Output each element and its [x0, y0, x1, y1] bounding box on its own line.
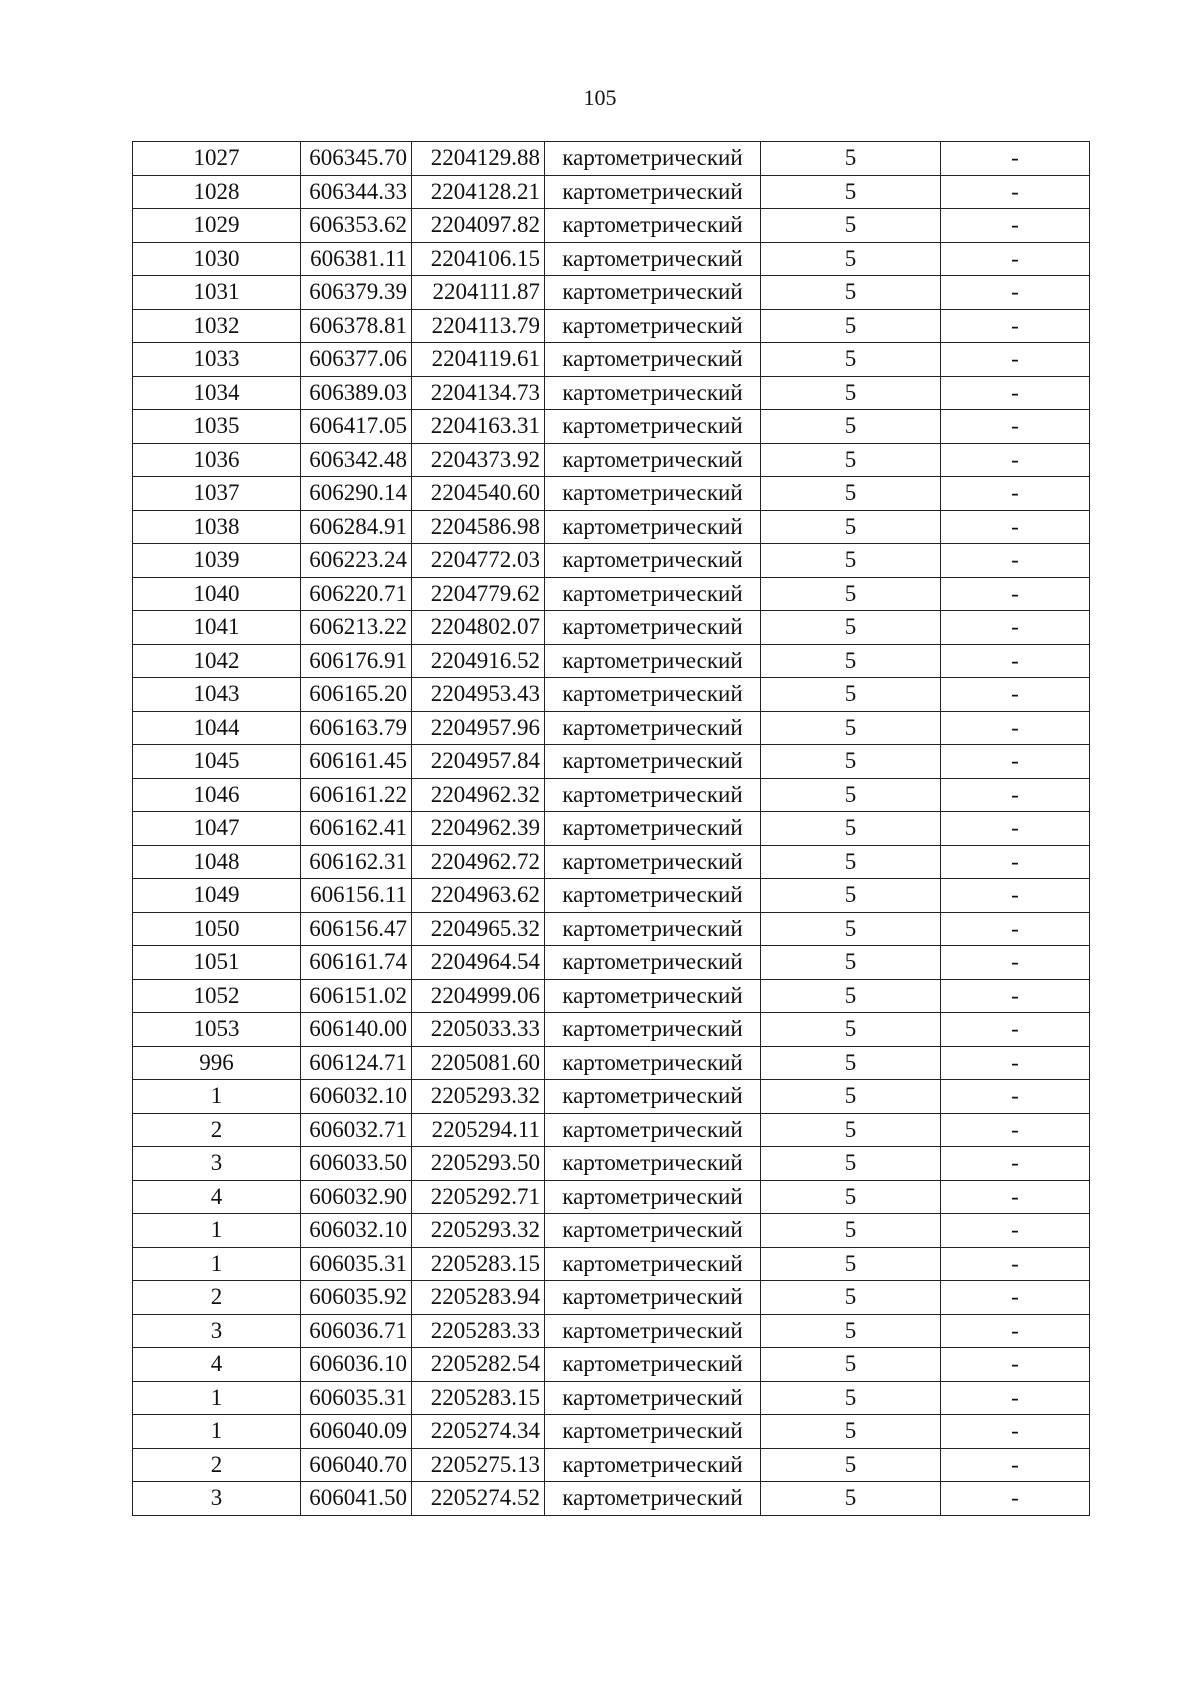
accuracy-cell: 5: [761, 510, 941, 544]
table-row: [133, 879, 1090, 913]
method-cell: картометрический: [545, 912, 761, 946]
table-row: [133, 175, 1090, 209]
x-coordinate-cell: 606353.62: [301, 209, 412, 243]
x-coordinate-cell: 606161.22: [301, 778, 412, 812]
y-coordinate-cell: 2204779.62: [412, 577, 545, 611]
note-cell: -: [941, 812, 1090, 846]
accuracy-cell: 5: [761, 1482, 941, 1516]
table-row: [133, 711, 1090, 745]
table-row: [133, 678, 1090, 712]
note-cell: -: [941, 242, 1090, 276]
point-number-cell: 1043: [133, 678, 301, 712]
note-cell: -: [941, 1381, 1090, 1415]
method-cell: картометрический: [545, 1281, 761, 1315]
y-coordinate-cell: 2204113.79: [412, 309, 545, 343]
x-coordinate-cell: 606162.31: [301, 845, 412, 879]
method-cell: картометрический: [545, 1448, 761, 1482]
x-coordinate-cell: 606040.09: [301, 1415, 412, 1449]
x-coordinate-cell: 606220.71: [301, 577, 412, 611]
note-cell: -: [941, 979, 1090, 1013]
y-coordinate-cell: 2204129.88: [412, 142, 545, 176]
method-cell: картометрический: [545, 1247, 761, 1281]
accuracy-cell: 5: [761, 544, 941, 578]
point-number-cell: 1031: [133, 276, 301, 310]
point-number-cell: 1: [133, 1247, 301, 1281]
method-cell: картометрический: [545, 1180, 761, 1214]
note-cell: -: [941, 1281, 1090, 1315]
point-number-cell: 1: [133, 1415, 301, 1449]
method-cell: картометрический: [545, 1080, 761, 1114]
method-cell: картометрический: [545, 778, 761, 812]
point-number-cell: 1038: [133, 510, 301, 544]
note-cell: -: [941, 1314, 1090, 1348]
method-cell: картометрический: [545, 1348, 761, 1382]
method-cell: картометрический: [545, 477, 761, 511]
table-row: [133, 745, 1090, 779]
table-row: [133, 1482, 1090, 1516]
method-cell: картометрический: [545, 577, 761, 611]
point-number-cell: 1034: [133, 376, 301, 410]
point-number-cell: 1: [133, 1214, 301, 1248]
y-coordinate-cell: 2204963.62: [412, 879, 545, 913]
point-number-cell: 1048: [133, 845, 301, 879]
accuracy-cell: 5: [761, 142, 941, 176]
method-cell: картометрический: [545, 242, 761, 276]
x-coordinate-cell: 606176.91: [301, 644, 412, 678]
point-number-cell: 1042: [133, 644, 301, 678]
y-coordinate-cell: 2204916.52: [412, 644, 545, 678]
point-number-cell: 2: [133, 1113, 301, 1147]
accuracy-cell: 5: [761, 1448, 941, 1482]
x-coordinate-cell: 606417.05: [301, 410, 412, 444]
accuracy-cell: 5: [761, 1314, 941, 1348]
coordinates-table-body: [133, 142, 1090, 1516]
point-number-cell: 1049: [133, 879, 301, 913]
table-row: [133, 1247, 1090, 1281]
accuracy-cell: 5: [761, 1348, 941, 1382]
table-row: [133, 1180, 1090, 1214]
note-cell: -: [941, 510, 1090, 544]
method-cell: картометрический: [545, 845, 761, 879]
y-coordinate-cell: 2204163.31: [412, 410, 545, 444]
table-row: [133, 1147, 1090, 1181]
table-row: [133, 242, 1090, 276]
y-coordinate-cell: 2204540.60: [412, 477, 545, 511]
accuracy-cell: 5: [761, 845, 941, 879]
note-cell: -: [941, 644, 1090, 678]
method-cell: картометрический: [545, 946, 761, 980]
accuracy-cell: 5: [761, 979, 941, 1013]
table-row: [133, 443, 1090, 477]
y-coordinate-cell: 2205283.94: [412, 1281, 545, 1315]
method-cell: картометрический: [545, 1482, 761, 1516]
table-row: [133, 1381, 1090, 1415]
point-number-cell: 1030: [133, 242, 301, 276]
note-cell: -: [941, 778, 1090, 812]
table-row: [133, 1314, 1090, 1348]
x-coordinate-cell: 606381.11: [301, 242, 412, 276]
accuracy-cell: 5: [761, 912, 941, 946]
note-cell: -: [941, 1147, 1090, 1181]
x-coordinate-cell: 606162.41: [301, 812, 412, 846]
y-coordinate-cell: 2204111.87: [412, 276, 545, 310]
method-cell: картометрический: [545, 1314, 761, 1348]
point-number-cell: 1027: [133, 142, 301, 176]
note-cell: -: [941, 1046, 1090, 1080]
note-cell: -: [941, 544, 1090, 578]
x-coordinate-cell: 606036.71: [301, 1314, 412, 1348]
note-cell: -: [941, 611, 1090, 645]
note-cell: -: [941, 1013, 1090, 1047]
accuracy-cell: 5: [761, 678, 941, 712]
x-coordinate-cell: 606344.33: [301, 175, 412, 209]
table-row: [133, 1415, 1090, 1449]
method-cell: картометрический: [545, 1147, 761, 1181]
table-row: [133, 309, 1090, 343]
note-cell: -: [941, 1415, 1090, 1449]
y-coordinate-cell: 2204999.06: [412, 979, 545, 1013]
point-number-cell: 1037: [133, 477, 301, 511]
point-number-cell: 1047: [133, 812, 301, 846]
table-row: [133, 845, 1090, 879]
note-cell: -: [941, 209, 1090, 243]
table-row: [133, 1046, 1090, 1080]
accuracy-cell: 5: [761, 376, 941, 410]
note-cell: -: [941, 1214, 1090, 1248]
y-coordinate-cell: 2205283.15: [412, 1247, 545, 1281]
note-cell: -: [941, 309, 1090, 343]
x-coordinate-cell: 606378.81: [301, 309, 412, 343]
x-coordinate-cell: 606389.03: [301, 376, 412, 410]
point-number-cell: 1050: [133, 912, 301, 946]
y-coordinate-cell: 2205294.11: [412, 1113, 545, 1147]
table-row: [133, 611, 1090, 645]
point-number-cell: 1051: [133, 946, 301, 980]
y-coordinate-cell: 2204106.15: [412, 242, 545, 276]
method-cell: картометрический: [545, 644, 761, 678]
method-cell: картометрический: [545, 745, 761, 779]
x-coordinate-cell: 606032.10: [301, 1080, 412, 1114]
y-coordinate-cell: 2204965.32: [412, 912, 545, 946]
accuracy-cell: 5: [761, 1214, 941, 1248]
point-number-cell: 3: [133, 1147, 301, 1181]
table-row: [133, 376, 1090, 410]
y-coordinate-cell: 2204373.92: [412, 443, 545, 477]
method-cell: картометрический: [545, 711, 761, 745]
point-number-cell: 1029: [133, 209, 301, 243]
accuracy-cell: 5: [761, 1381, 941, 1415]
method-cell: картометрический: [545, 1214, 761, 1248]
table-row: [133, 477, 1090, 511]
table-row: [133, 946, 1090, 980]
method-cell: картометрический: [545, 142, 761, 176]
note-cell: -: [941, 946, 1090, 980]
table-row: [133, 410, 1090, 444]
note-cell: -: [941, 175, 1090, 209]
method-cell: картометрический: [545, 979, 761, 1013]
x-coordinate-cell: 606161.45: [301, 745, 412, 779]
point-number-cell: 1036: [133, 443, 301, 477]
y-coordinate-cell: 2205274.34: [412, 1415, 545, 1449]
accuracy-cell: 5: [761, 1281, 941, 1315]
note-cell: -: [941, 1180, 1090, 1214]
method-cell: картометрический: [545, 376, 761, 410]
y-coordinate-cell: 2204957.96: [412, 711, 545, 745]
method-cell: картометрический: [545, 1381, 761, 1415]
y-coordinate-cell: 2205283.15: [412, 1381, 545, 1415]
x-coordinate-cell: 606032.10: [301, 1214, 412, 1248]
note-cell: -: [941, 577, 1090, 611]
point-number-cell: 1039: [133, 544, 301, 578]
y-coordinate-cell: 2204586.98: [412, 510, 545, 544]
method-cell: картометрический: [545, 1113, 761, 1147]
note-cell: -: [941, 276, 1090, 310]
accuracy-cell: 5: [761, 209, 941, 243]
accuracy-cell: 5: [761, 577, 941, 611]
method-cell: картометрический: [545, 410, 761, 444]
y-coordinate-cell: 2205282.54: [412, 1348, 545, 1382]
note-cell: -: [941, 1247, 1090, 1281]
y-coordinate-cell: 2204962.72: [412, 845, 545, 879]
accuracy-cell: 5: [761, 343, 941, 377]
method-cell: картометрический: [545, 1013, 761, 1047]
point-number-cell: 1046: [133, 778, 301, 812]
y-coordinate-cell: 2205293.32: [412, 1214, 545, 1248]
point-number-cell: 2: [133, 1281, 301, 1315]
table-row: [133, 1448, 1090, 1482]
table-row: [133, 812, 1090, 846]
x-coordinate-cell: 606036.10: [301, 1348, 412, 1382]
method-cell: картометрический: [545, 309, 761, 343]
point-number-cell: 3: [133, 1482, 301, 1516]
x-coordinate-cell: 606140.00: [301, 1013, 412, 1047]
point-number-cell: 1052: [133, 979, 301, 1013]
y-coordinate-cell: 2205292.71: [412, 1180, 545, 1214]
table-row: [133, 1214, 1090, 1248]
x-coordinate-cell: 606033.50: [301, 1147, 412, 1181]
note-cell: -: [941, 477, 1090, 511]
method-cell: картометрический: [545, 175, 761, 209]
point-number-cell: 4: [133, 1348, 301, 1382]
accuracy-cell: 5: [761, 175, 941, 209]
method-cell: картометрический: [545, 209, 761, 243]
table-row: [133, 1348, 1090, 1382]
method-cell: картометрический: [545, 443, 761, 477]
point-number-cell: 4: [133, 1180, 301, 1214]
point-number-cell: 1044: [133, 711, 301, 745]
method-cell: картометрический: [545, 544, 761, 578]
y-coordinate-cell: 2204134.73: [412, 376, 545, 410]
y-coordinate-cell: 2205293.50: [412, 1147, 545, 1181]
note-cell: -: [941, 443, 1090, 477]
page-number: 105: [583, 85, 617, 110]
y-coordinate-cell: 2205081.60: [412, 1046, 545, 1080]
note-cell: -: [941, 678, 1090, 712]
y-coordinate-cell: 2205293.32: [412, 1080, 545, 1114]
point-number-cell: 3: [133, 1314, 301, 1348]
x-coordinate-cell: 606165.20: [301, 678, 412, 712]
x-coordinate-cell: 606290.14: [301, 477, 412, 511]
y-coordinate-cell: 2204772.03: [412, 544, 545, 578]
y-coordinate-cell: 2205033.33: [412, 1013, 545, 1047]
note-cell: -: [941, 912, 1090, 946]
method-cell: картометрический: [545, 1046, 761, 1080]
point-number-cell: 1053: [133, 1013, 301, 1047]
x-coordinate-cell: 606032.90: [301, 1180, 412, 1214]
point-number-cell: 1035: [133, 410, 301, 444]
x-coordinate-cell: 606213.22: [301, 611, 412, 645]
accuracy-cell: 5: [761, 1247, 941, 1281]
method-cell: картометрический: [545, 343, 761, 377]
table-row: [133, 209, 1090, 243]
x-coordinate-cell: 606041.50: [301, 1482, 412, 1516]
point-number-cell: 1: [133, 1381, 301, 1415]
table-row: [133, 577, 1090, 611]
x-coordinate-cell: 606040.70: [301, 1448, 412, 1482]
note-cell: -: [941, 343, 1090, 377]
accuracy-cell: 5: [761, 1180, 941, 1214]
note-cell: -: [941, 142, 1090, 176]
point-number-cell: 1: [133, 1080, 301, 1114]
accuracy-cell: 5: [761, 711, 941, 745]
table-row: [133, 912, 1090, 946]
accuracy-cell: 5: [761, 745, 941, 779]
x-coordinate-cell: 606156.11: [301, 879, 412, 913]
table-row: [133, 1113, 1090, 1147]
method-cell: картометрический: [545, 510, 761, 544]
note-cell: -: [941, 1113, 1090, 1147]
note-cell: -: [941, 745, 1090, 779]
note-cell: -: [941, 410, 1090, 444]
note-cell: -: [941, 376, 1090, 410]
y-coordinate-cell: 2205275.13: [412, 1448, 545, 1482]
table-row: [133, 510, 1090, 544]
x-coordinate-cell: 606342.48: [301, 443, 412, 477]
accuracy-cell: 5: [761, 242, 941, 276]
x-coordinate-cell: 606284.91: [301, 510, 412, 544]
method-cell: картометрический: [545, 812, 761, 846]
table-row: [133, 276, 1090, 310]
accuracy-cell: 5: [761, 946, 941, 980]
x-coordinate-cell: 606032.71: [301, 1113, 412, 1147]
y-coordinate-cell: 2205274.52: [412, 1482, 545, 1516]
y-coordinate-cell: 2204964.54: [412, 946, 545, 980]
y-coordinate-cell: 2204802.07: [412, 611, 545, 645]
y-coordinate-cell: 2204953.43: [412, 678, 545, 712]
accuracy-cell: 5: [761, 1080, 941, 1114]
accuracy-cell: 5: [761, 644, 941, 678]
table-row: [133, 778, 1090, 812]
x-coordinate-cell: 606161.74: [301, 946, 412, 980]
accuracy-cell: 5: [761, 812, 941, 846]
method-cell: картометрический: [545, 678, 761, 712]
accuracy-cell: 5: [761, 309, 941, 343]
y-coordinate-cell: 2205283.33: [412, 1314, 545, 1348]
accuracy-cell: 5: [761, 778, 941, 812]
accuracy-cell: 5: [761, 1415, 941, 1449]
x-coordinate-cell: 606379.39: [301, 276, 412, 310]
y-coordinate-cell: 2204128.21: [412, 175, 545, 209]
x-coordinate-cell: 606035.31: [301, 1381, 412, 1415]
x-coordinate-cell: 606035.31: [301, 1247, 412, 1281]
note-cell: -: [941, 1348, 1090, 1382]
note-cell: -: [941, 711, 1090, 745]
note-cell: -: [941, 1080, 1090, 1114]
accuracy-cell: 5: [761, 1113, 941, 1147]
accuracy-cell: 5: [761, 1147, 941, 1181]
point-number-cell: 1040: [133, 577, 301, 611]
table-row: [133, 644, 1090, 678]
note-cell: -: [941, 845, 1090, 879]
point-number-cell: 1032: [133, 309, 301, 343]
accuracy-cell: 5: [761, 1013, 941, 1047]
accuracy-cell: 5: [761, 1046, 941, 1080]
method-cell: картометрический: [545, 1415, 761, 1449]
y-coordinate-cell: 2204962.39: [412, 812, 545, 846]
point-number-cell: 996: [133, 1046, 301, 1080]
table-row: [133, 1281, 1090, 1315]
y-coordinate-cell: 2204962.32: [412, 778, 545, 812]
table-row: [133, 142, 1090, 176]
coordinates-table: [132, 141, 1090, 1516]
note-cell: -: [941, 1482, 1090, 1516]
accuracy-cell: 5: [761, 276, 941, 310]
note-cell: -: [941, 879, 1090, 913]
accuracy-cell: 5: [761, 477, 941, 511]
x-coordinate-cell: 606223.24: [301, 544, 412, 578]
table-row: [133, 979, 1090, 1013]
x-coordinate-cell: 606124.71: [301, 1046, 412, 1080]
point-number-cell: 1041: [133, 611, 301, 645]
y-coordinate-cell: 2204957.84: [412, 745, 545, 779]
x-coordinate-cell: 606035.92: [301, 1281, 412, 1315]
x-coordinate-cell: 606163.79: [301, 711, 412, 745]
accuracy-cell: 5: [761, 443, 941, 477]
point-number-cell: 1045: [133, 745, 301, 779]
accuracy-cell: 5: [761, 611, 941, 645]
method-cell: картометрический: [545, 276, 761, 310]
x-coordinate-cell: 606151.02: [301, 979, 412, 1013]
table-row: [133, 1080, 1090, 1114]
x-coordinate-cell: 606156.47: [301, 912, 412, 946]
method-cell: картометрический: [545, 611, 761, 645]
accuracy-cell: 5: [761, 879, 941, 913]
y-coordinate-cell: 2204097.82: [412, 209, 545, 243]
table-row: [133, 1013, 1090, 1047]
x-coordinate-cell: 606345.70: [301, 142, 412, 176]
point-number-cell: 1028: [133, 175, 301, 209]
point-number-cell: 2: [133, 1448, 301, 1482]
point-number-cell: 1033: [133, 343, 301, 377]
accuracy-cell: 5: [761, 410, 941, 444]
x-coordinate-cell: 606377.06: [301, 343, 412, 377]
note-cell: -: [941, 1448, 1090, 1482]
table-row: [133, 544, 1090, 578]
table-row: [133, 343, 1090, 377]
method-cell: картометрический: [545, 879, 761, 913]
y-coordinate-cell: 2204119.61: [412, 343, 545, 377]
